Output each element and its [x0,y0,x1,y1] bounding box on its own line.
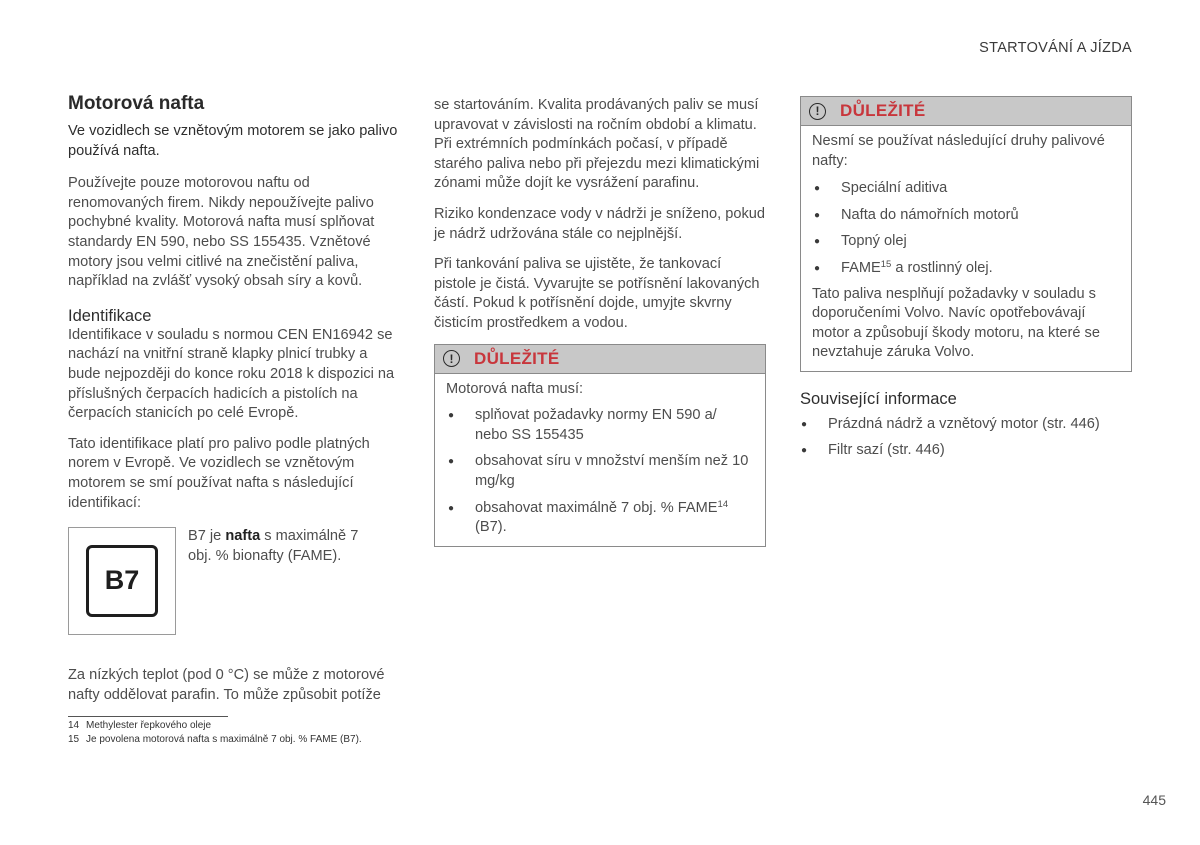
paragraph-diesel-quality: Používejte pouze motorovou naftu od renomovaných firem. Nikdy nepoužívejte palivo pochybné kvality. Motorová nafta musí splňovat standardy EN 590, nebo SS 155435. Vznětové motory jsou velmi citlivé na znečistění paliva, například na zvlášť vysoký obsah síry a kovů. [68,175,375,290]
footnote-ref: 14 [717,498,729,510]
paragraph-condensation: Riziko kondenzace vody v nádrži je sníženo, pokud je nádrž udržována stále co nejplnější. [434,205,765,242]
section-header: STARTOVÁNÍ A JÍZDA [979,40,1132,56]
paragraph-refuelling: Při tankování paliva se ujistěte, že tankovací pistole je čistá. Vyvarujte se potřísnění lakovaných částí. Pokud k potřísnění dojde, umyjte skvrny čisticím prostředkem a vodou. [434,256,760,331]
important-box-title: DŮLEŽITÉ [474,348,560,368]
footnote-ref: 15 [880,258,892,270]
list-item: ● Speciální aditiva [812,179,1119,199]
list-item: ● splňovat požadavky normy EN 590 a/ nebo SS 155435 [446,406,753,445]
important-box-outro: Tato paliva nesplňují požadavky v souladu s doporučeními Volvo. Navíc opotřebovávají motor a způsobují škody motoru, na které se nevztahuje záruka Volvo. [812,285,1100,361]
important-box-header [435,345,765,374]
list-item: ● FAME$^{15}$ a rostlinný olej. [812,259,1119,279]
footnote-14: 14 Methylester řepkového oleje [68,720,212,731]
paragraph-identification: Identifikace v souladu s normou CEN EN16942 se nachází na vnitřní straně klapky plnicí trubky a bude nejpozději do konce roku 2018 k dispozici na příslušných čerpacích hadicích a pistolích na čerpacích stanicích po celé Evropě. [68,326,395,422]
related-link-soot-filter[interactable]: ● Filtr sazí (str. 446) [800,441,1132,461]
related-link-empty-tank[interactable]: ● Prázdná nádrž a vznětový motor (str. 446) [800,415,1132,435]
important-box-header [801,97,1131,126]
important-box-diesel-requirements [434,344,766,547]
page-title: Motorová nafta [68,93,205,114]
footnote-divider [68,716,228,717]
paragraph-low-temperature: Za nízkých teplot (pod 0 °C) se může z motorové nafty oddělovat parafin. To může způsobit potíže [68,667,385,703]
footnote-15: 15 Je povolena motorová nafta s maximálně 7 obj. % FAME (B7). [68,734,362,745]
column-middle [434,96,766,547]
related-info-title: Související informace [800,389,957,408]
important-box-title: DŮLEŽITÉ [840,101,926,121]
lead-paragraph: Ve vozidlech se vznětovým motorem se jako palivo používá nafta. [68,123,398,159]
b7-description: B7 je nafta s maximálně 7 obj. % bionafty (FAME). [188,528,359,564]
list-item: ● Nafta do námořních motorů [812,206,1119,226]
important-box-prohibited-fuels [800,96,1132,372]
subheading-identification: Identifikace [68,306,152,325]
exclamation-icon: ! [809,103,826,120]
b7-symbol-frame [68,527,176,635]
list-item: ● obsahovat maximálně 7 obj. % FAME$^{14}$ (B7). [446,499,753,538]
paragraph-fuel-quality: se startováním. Kvalita prodávaných paliv se musí upravovat v závislosti na ročním období a klimatu. Při extrémních podmínkách počasí, v případě starého paliva nebo při přejezdu mezi klimatickými zónami může dojít ke vysrážení parafinu. [434,97,760,192]
important-box-intro: Nesmí se používat následující druhy palivové nafty: [812,133,1105,169]
column-right [800,96,1132,460]
paragraph-identification-validity: Tato identifikace platí pro palivo podle platných norem v Evropě. Ve vozidlech se vznětovým motorem se smí používat nafta s následující identifikací: [68,435,370,511]
b7-identification [68,527,400,642]
list-item: ● Topný olej [812,232,1119,252]
b7-fuel-label-icon: B7 [86,545,158,617]
important-box-intro: Motorová nafta musí: [446,380,584,397]
list-item: ● obsahovat síru v množství menším než 10 mg/kg [446,452,753,491]
exclamation-icon: ! [443,350,460,367]
column-left [68,92,400,705]
page-number: 445 [1142,792,1166,808]
